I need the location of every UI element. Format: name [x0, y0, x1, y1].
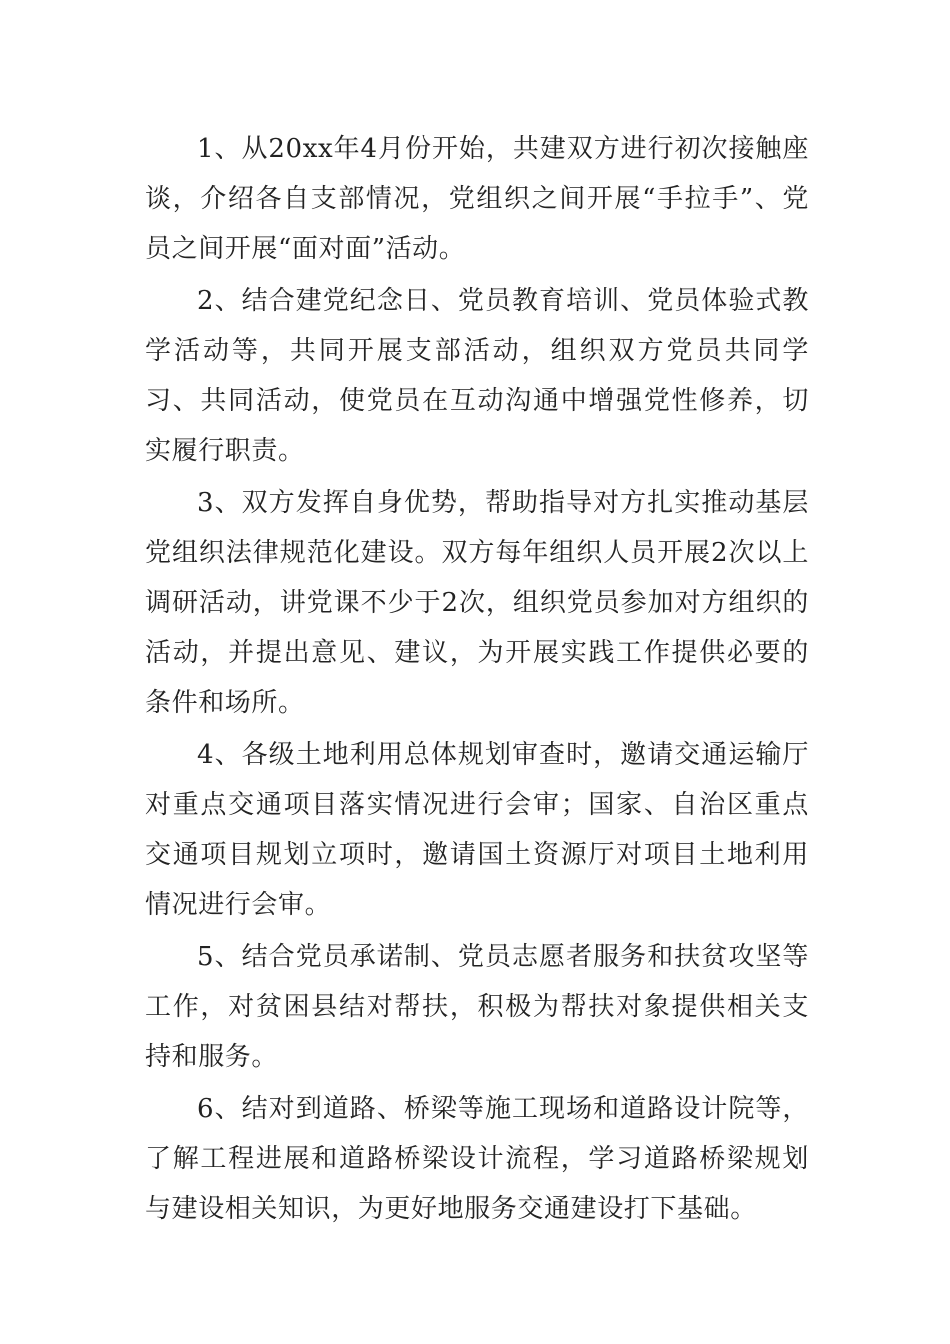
- paragraph-3: 3、双方发挥自身优势，帮助指导对方扎实推动基层党组织法律规范化建设。双方每年组织人员开展2次以上调研活动，讲党课不少于2次，组织党员参加对方组织的活动，并提出意见、建议，为开展实践工作提供必要的条件和场所。: [145, 488, 809, 718]
- paragraph-6: 6、结对到道路、桥梁等施工现场和道路设计院等，了解工程进展和道路桥梁设计流程，学习道路桥梁规划与建设相关知识，为更好地服务交通建设打下基础。: [145, 1094, 809, 1224]
- paragraph-4: 4、各级土地利用总体规划审查时，邀请交通运输厅对重点交通项目落实情况进行会审；国家、自治区重点交通项目规划立项时，邀请国土资源厅对项目土地利用情况进行会审。: [145, 740, 809, 920]
- paragraph-5: 5、结合党员承诺制、党员志愿者服务和扶贫攻坚等工作，对贫困县结对帮扶，积极为帮扶对象提供相关支持和服务。: [145, 942, 809, 1072]
- document-body: [145, 124, 809, 1236]
- paragraph-2: 2、结合建党纪念日、党员教育培训、党员体验式教学活动等，共同开展支部活动，组织双方党员共同学习、共同活动，使党员在互动沟通中增强党性修养，切实履行职责。: [145, 286, 809, 466]
- paragraph-1: 1、从20xx年4月份开始，共建双方进行初次接触座谈，介绍各自支部情况，党组织之间开展“手拉手”、党员之间开展“面对面”活动。: [145, 134, 809, 264]
